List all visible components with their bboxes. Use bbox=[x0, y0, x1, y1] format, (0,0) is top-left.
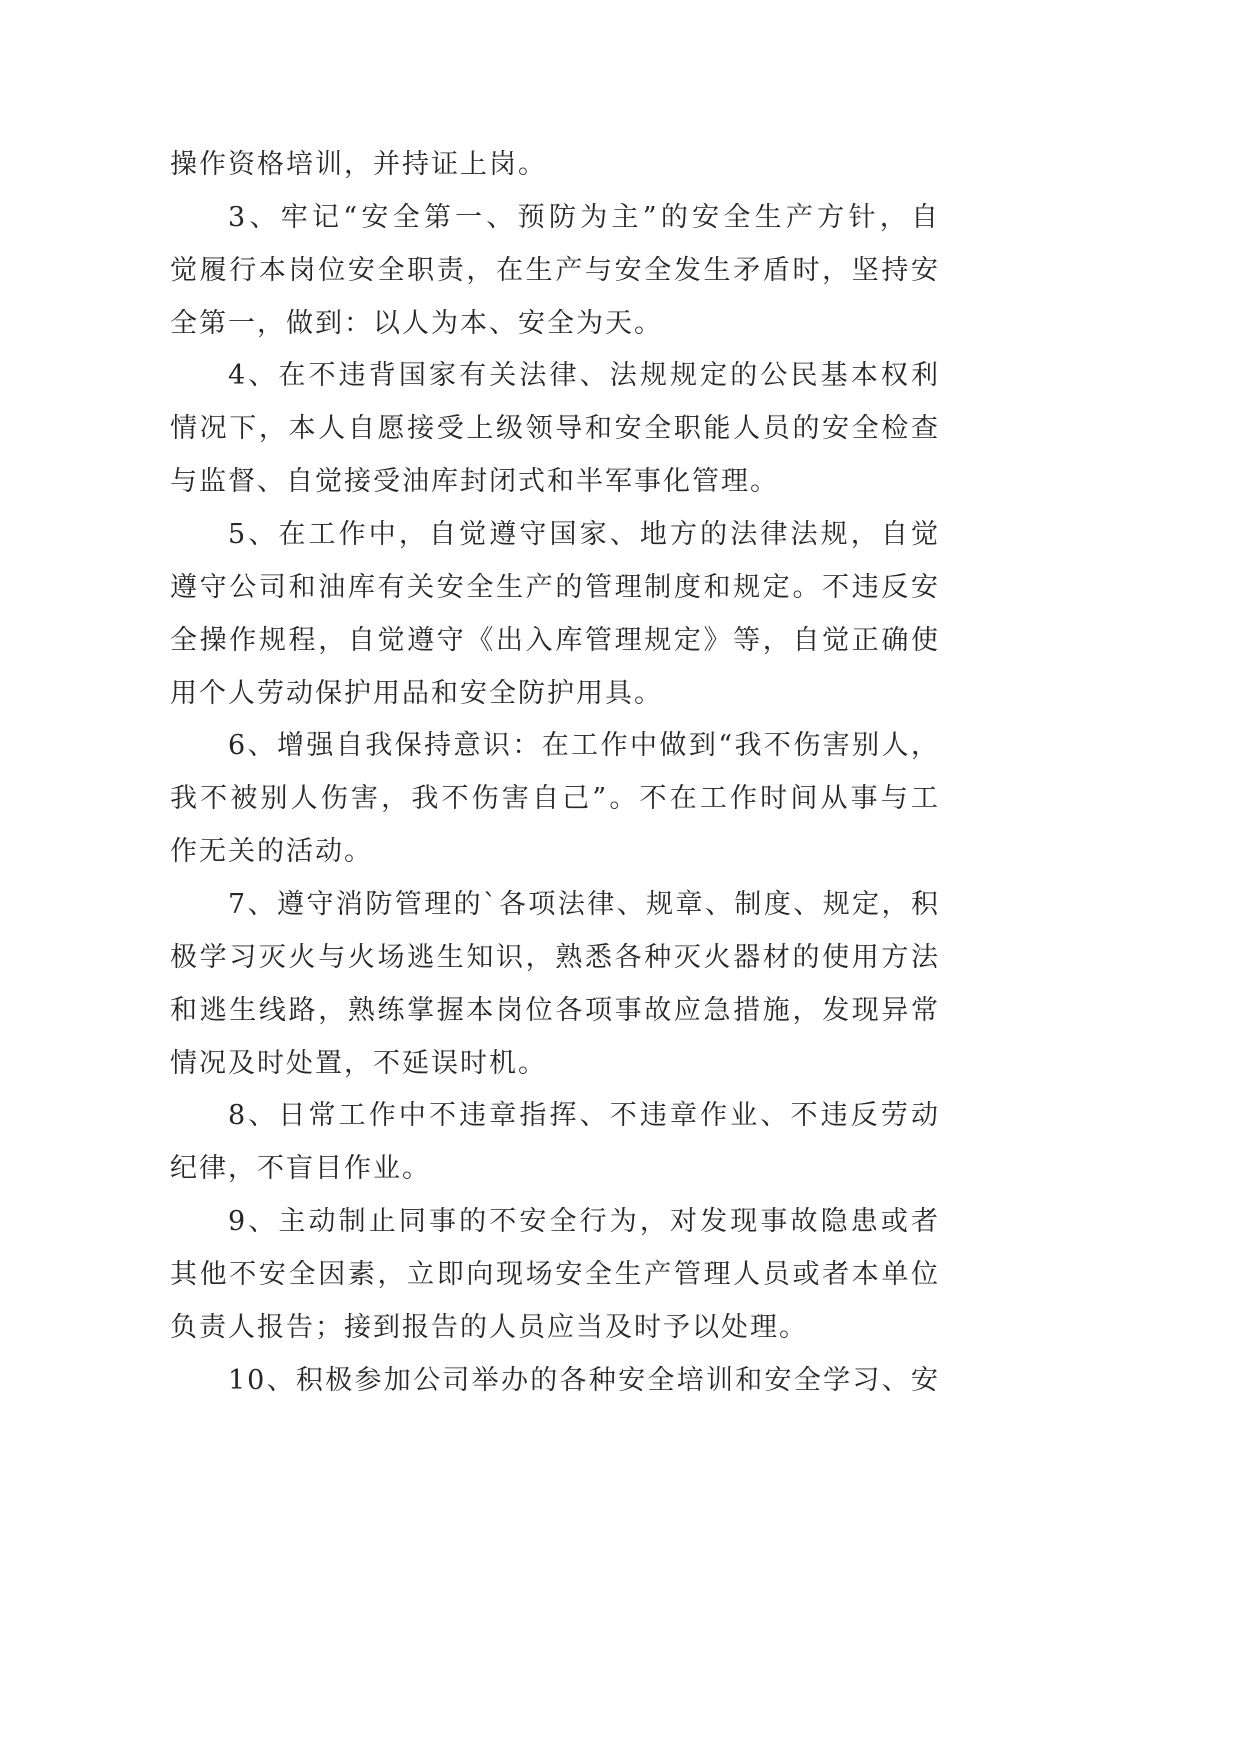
paragraph-item-7 bbox=[170, 879, 940, 1090]
text-line: 觉履行本岗位安全职责，在生产与安全发生矛盾时，坚持安 bbox=[170, 254, 940, 286]
text-line: 4、在不违背国家有关法律、法规规定的公民基本权利 bbox=[228, 360, 940, 392]
text-line: 9、主动制止同事的不安全行为，对发现事故隐患或者 bbox=[228, 1206, 940, 1238]
document-body bbox=[170, 139, 940, 1408]
text-line: 10、积极参加公司举办的各种安全培训和安全学习、安 bbox=[228, 1364, 940, 1396]
paragraph-item-3 bbox=[170, 192, 940, 351]
paragraph-continuation bbox=[170, 139, 940, 192]
text-line: 其他不安全因素，立即向现场安全生产管理人员或者本单位 bbox=[170, 1259, 940, 1291]
text-line: 情况下，本人自愿接受上级领导和安全职能人员的安全检查 bbox=[170, 413, 940, 445]
text-line: 3、牢记“安全第一、预防为主”的安全生产方针，自 bbox=[228, 201, 940, 233]
text-line: 6、增强自我保持意识：在工作中做到“我不伤害别人， bbox=[228, 730, 940, 762]
text-line: 我不被别人伤害，我不伤害自己”。不在工作时间从事与工 bbox=[170, 783, 940, 815]
text-line: 极学习灭火与火场逃生知识，熟悉各种灭火器材的使用方法 bbox=[170, 941, 940, 973]
paragraph-item-6 bbox=[170, 720, 940, 879]
text-line: 全操作规程，自觉遵守《出入库管理规定》等，自觉正确使 bbox=[170, 624, 940, 656]
paragraph-item-8 bbox=[170, 1090, 940, 1196]
text-line: 和逃生线路，熟练掌握本岗位各项事故应急措施，发现异常 bbox=[170, 994, 940, 1026]
text-line: 负责人报告；接到报告的人员应当及时予以处理。 bbox=[170, 1311, 808, 1343]
text-line: 纪律，不盲目作业。 bbox=[170, 1153, 431, 1185]
paragraph-item-9 bbox=[170, 1196, 940, 1355]
text-line: 全第一，做到：以人为本、安全为天。 bbox=[170, 307, 663, 339]
text-line: 8、日常工作中不违章指挥、不违章作业、不违反劳动 bbox=[228, 1100, 940, 1132]
paragraph-item-4 bbox=[170, 350, 940, 509]
text-line: 操作资格培训，并持证上岗。 bbox=[170, 149, 547, 180]
text-line: 5、在工作中，自觉遵守国家、地方的法律法规，自觉 bbox=[228, 519, 940, 551]
text-line: 与监督、自觉接受油库封闭式和半军事化管理。 bbox=[170, 466, 779, 498]
text-line: 用个人劳动保护用品和安全防护用具。 bbox=[170, 677, 663, 709]
text-line: 作无关的活动。 bbox=[170, 836, 373, 868]
text-line: 情况及时处置，不延误时机。 bbox=[170, 1047, 547, 1079]
paragraph-item-5 bbox=[170, 509, 940, 720]
text-line: 遵守公司和油库有关安全生产的管理制度和规定。不违反安 bbox=[170, 571, 940, 603]
paragraph-item-10 bbox=[170, 1355, 940, 1408]
text-line: 7、遵守消防管理的`各项法律、规章、制度、规定，积 bbox=[228, 889, 940, 921]
